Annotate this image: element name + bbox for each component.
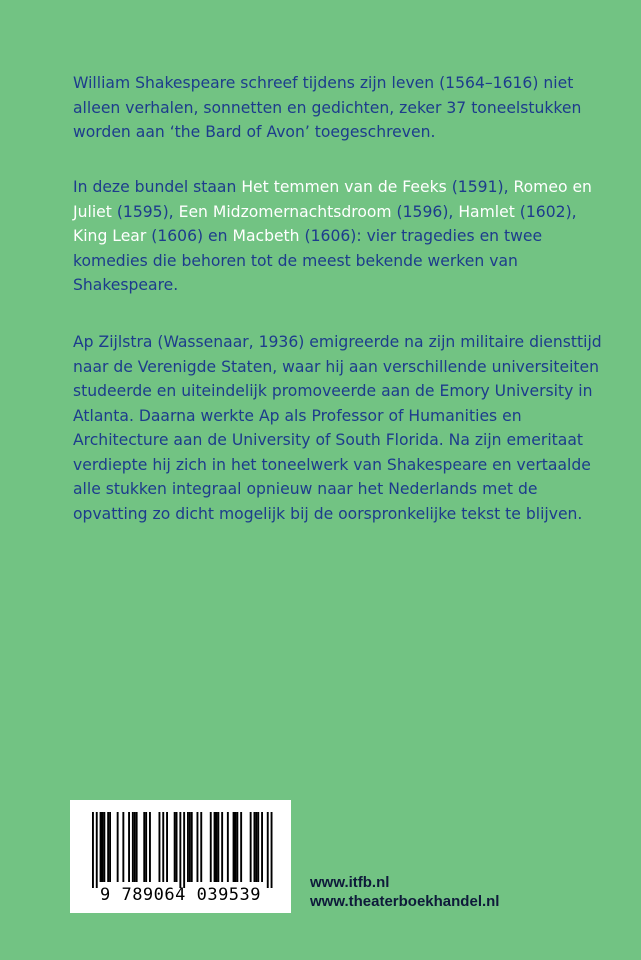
barcode-bar (240, 812, 242, 882)
isbn-number: 9 789064 039539 (99, 885, 262, 905)
website-link-theaterboekhandel[interactable]: www.theaterboekhandel.nl (310, 893, 500, 910)
play-title-romeo-and-juliet: Romeo en Juliet (73, 178, 592, 221)
barcode-bar (128, 812, 130, 882)
barcode-bar (117, 812, 119, 882)
barcode-bar (210, 812, 212, 882)
barcode-bar (254, 812, 256, 882)
barcode-bar (197, 812, 199, 882)
play-title-midsummer-nights-dream: Een Midzomernachtsdroom (178, 202, 392, 221)
barcode-bar (235, 812, 237, 882)
barcode-bar (189, 812, 191, 882)
barcode-bar (103, 812, 105, 882)
play-year: (1606) en (146, 227, 233, 245)
play-title-taming-of-the-shrew: Het temmen van de Feeks (241, 178, 447, 196)
barcode-bar (134, 812, 136, 882)
barcode-bar (176, 812, 178, 882)
barcode-bar (257, 812, 259, 882)
play-year: (1595), (111, 202, 179, 221)
play-title-king-lear: King Lear (73, 227, 147, 245)
barcode-bar (214, 812, 216, 882)
barcode-bar (191, 812, 193, 882)
isbn-barcode (70, 800, 291, 913)
barcode-bar (149, 812, 151, 882)
barcode-bar (236, 812, 238, 882)
barcode-bar (174, 812, 176, 882)
barcode-bar (109, 812, 111, 882)
contents-paragraph (73, 175, 603, 298)
contents-outro: (1606): vier tragedies en twee komedies die behoren tot de meest bekende werken van Shakespeare. (73, 227, 543, 294)
play-year: (1591), (446, 178, 514, 196)
barcode-bar (227, 812, 229, 882)
play-title-macbeth: Macbeth (232, 227, 300, 245)
barcode-bar (136, 812, 138, 882)
barcode-bar (217, 812, 219, 882)
play-year: (1602), (514, 202, 577, 221)
barcode-bar (216, 812, 218, 882)
barcode-bar (267, 812, 269, 888)
barcode-bar (221, 812, 223, 882)
barcode-bar (261, 812, 263, 882)
barcode-bar (159, 812, 161, 882)
barcode-bar (162, 812, 164, 882)
barcode-bar (166, 812, 168, 882)
barcode-bar (132, 812, 134, 882)
barcode-bar (143, 812, 145, 882)
intro-paragraph: William Shakespeare schreef tijdens zijn leven (1564–1616) niet alleen verhalen, sonnetten en gedichten, zeker 37 toneelstukken worden aan ‘the Bard of Avon’ toegeschreven. (73, 74, 582, 141)
barcode-bar (145, 812, 147, 882)
barcode-bar (187, 812, 189, 882)
barcode-bar (102, 812, 104, 882)
barcode-bar (122, 812, 124, 882)
barcode-bar (183, 812, 185, 888)
contents-intro: In deze bundel staan (73, 178, 242, 196)
barcode-bar (179, 812, 181, 888)
translator-bio-paragraph: Ap Zijlstra (Wassenaar, 1936) emigreerde na zijn militaire diensttijd naar de Verenigde Staten, waar hij aan verschillende universiteiten studeerde en uiteindelijk promoveerde aan de Emory University in Atlanta. Daarna werkte Ap als Professor of Humanities en Architecture aan de University of South Florida. Na zijn emeritaat verdiepte hij zich in het toneelwerk van Shakespeare en vertaalde alle stukken integraal opnieuw naar het Nederlands met de opvatting zo dicht mogelijk bij de oorspronkelijke tekst te blijven. (73, 333, 602, 523)
play-title-hamlet: Hamlet (458, 202, 515, 221)
barcode-bar (92, 812, 94, 888)
barcode-bar (271, 812, 273, 888)
barcode-bar (96, 812, 98, 888)
barcode-bar (250, 812, 252, 882)
barcode-bar (233, 812, 235, 882)
barcode-bar (200, 812, 202, 882)
barcode-bar (255, 812, 257, 882)
barcode-bar (100, 812, 102, 882)
play-year: (1596), (391, 202, 459, 221)
website-link-itfb[interactable]: www.itfb.nl (310, 874, 390, 891)
barcode-bar (107, 812, 109, 882)
